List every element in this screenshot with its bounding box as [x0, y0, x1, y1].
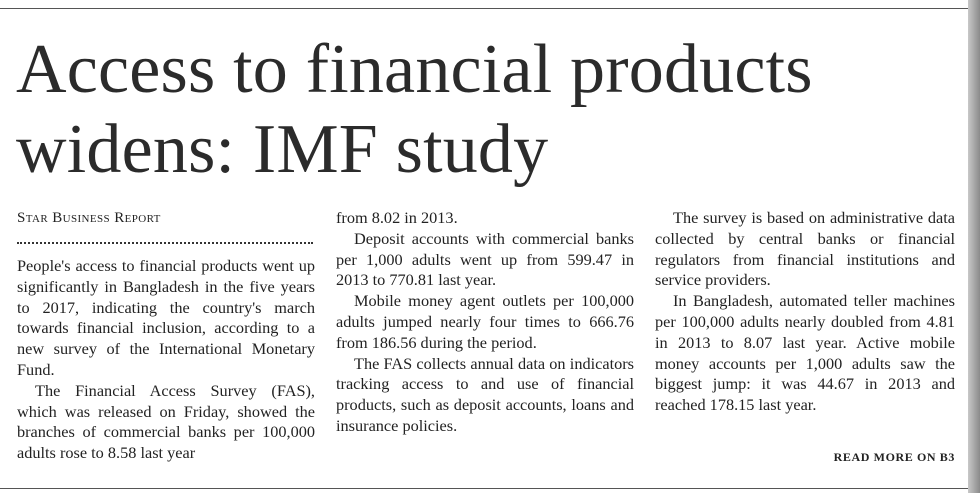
- paragraph: from 8.02 in 2013.: [336, 208, 458, 227]
- paragraph: Mobile money agent outlets per 100,000 adults jumped nearly four times to 666.76 from 186.56 during the period.: [336, 291, 634, 352]
- headline-line-2: widens: IMF study: [16, 111, 549, 188]
- headline: [16, 30, 956, 190]
- paragraph: In Bangladesh, automated teller machines per 100,000 adults nearly doubled from 4.81 in 2013 to 8.07 last year. Active mobile money accounts per 1,000 adults saw the biggest jump: it was 44.67 in 2013 and reached 178.15 last year.: [655, 291, 955, 415]
- headline-line-1: Access to financial products: [16, 31, 813, 108]
- paragraph: The FAS collects annual data on indicators tracking access to and use of financial products, such as deposit accounts, loans and insurance policies.: [336, 353, 634, 435]
- paragraph: People's access to financial products went up significantly in Bangladesh in the five years to 2017, indicating the country's march towards financial inclusion, according to a new survey of the International Monetary Fund.: [17, 256, 315, 379]
- paragraph: The Financial Access Survey (FAS), which was released on Friday, showed the branches of commercial banks per 100,000 adults rose to 8.58 last year: [17, 380, 315, 463]
- read-more-link[interactable]: READ MORE ON B3: [833, 450, 955, 465]
- byline: Star Business Report: [17, 210, 161, 226]
- article-body: [17, 208, 955, 480]
- column-1: [17, 208, 315, 480]
- paragraph: The survey is based on administrative data collected by central banks or financial regulators from financial institutions and service providers.: [655, 208, 955, 290]
- column-3: [655, 208, 955, 480]
- paragraph: Deposit accounts with commercial banks per 1,000 adults went up from 599.47 in 2013 to 770.81 last year.: [336, 228, 634, 290]
- top-rule: [0, 8, 972, 9]
- dotted-divider: [17, 228, 313, 244]
- column-2: [336, 208, 634, 480]
- bottom-rule: [0, 488, 972, 489]
- page-edge-shadow: [968, 0, 980, 493]
